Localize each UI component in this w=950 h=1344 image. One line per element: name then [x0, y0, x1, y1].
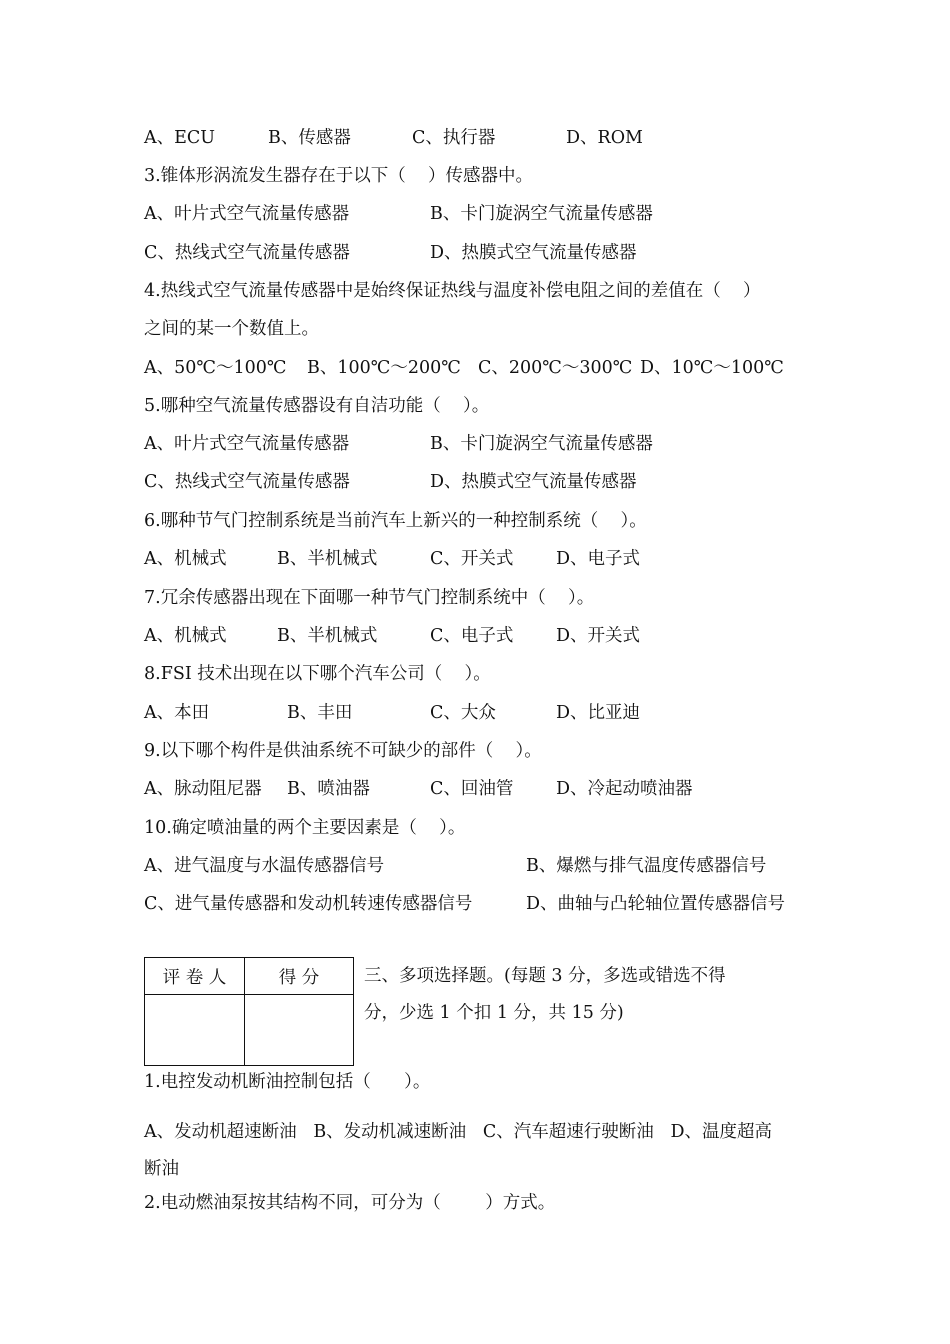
section3-title-continued: 分，少选 1 个扣 1 分，共 15 分) — [364, 1003, 624, 1023]
q2-option-c: C、执行器 — [412, 128, 496, 148]
q9-option-a: A、脉动阻尼器 — [144, 779, 262, 799]
q4-option-c: C、200℃～300℃ — [478, 358, 633, 378]
q2-option-d: D、ROM — [566, 128, 643, 148]
q6-option-d: D、电子式 — [556, 549, 641, 569]
q8-option-d: D、比亚迪 — [556, 703, 641, 723]
q6-stem: 6.哪种节气门控制系统是当前汽车上新兴的一种控制系统（ ）。 — [144, 511, 647, 531]
q9-stem: 9.以下哪个构件是供油系统不可缺少的部件（ ）。 — [144, 741, 542, 761]
q10-option-c: C、进气量传感器和发动机转速传感器信号 — [144, 894, 473, 914]
q4-stem: 4.热线式空气流量传感器中是始终保证热线与温度补偿电阻之间的差值在（ ） — [144, 281, 761, 301]
q4-option-a: A、50℃～100℃ — [144, 358, 287, 378]
q3-option-b: B、卡门旋涡空气流量传感器 — [430, 204, 653, 224]
m2-stem: 2.电动燃油泵按其结构不同，可分为（ ）方式。 — [144, 1193, 556, 1213]
grader-cell — [145, 995, 245, 1066]
q10-stem: 10.确定喷油量的两个主要因素是（ ）。 — [144, 818, 466, 838]
section3-title: 三、多项选择题。(每题 3 分，多选或错选不得 — [364, 966, 726, 986]
q7-option-c: C、电子式 — [430, 626, 514, 646]
q3-option-a: A、叶片式空气流量传感器 — [144, 204, 350, 224]
q9-option-c: C、回油管 — [430, 779, 514, 799]
q5-stem: 5.哪种空气流量传感器设有自洁功能（ ）。 — [144, 396, 490, 416]
m1-stem: 1.电控发动机断油控制包括（ ）。 — [144, 1072, 431, 1092]
q6-option-b: B、半机械式 — [277, 549, 378, 569]
q3-option-d: D、热膜式空气流量传感器 — [430, 243, 637, 263]
q5-option-a: A、叶片式空气流量传感器 — [144, 434, 350, 454]
q8-option-a: A、本田 — [144, 703, 210, 723]
q4-option-b: B、100℃～200℃ — [307, 358, 461, 378]
grader-table — [144, 957, 354, 1066]
q6-option-a: A、机械式 — [144, 549, 227, 569]
q7-option-b: B、半机械式 — [277, 626, 378, 646]
q3-stem: 3.锥体形涡流发生器存在于以下（ ）传感器中。 — [144, 166, 533, 186]
q7-option-d: D、开关式 — [556, 626, 641, 646]
q6-option-c: C、开关式 — [430, 549, 514, 569]
score-cell — [245, 995, 354, 1066]
q10-option-a: A、进气温度与水温传感器信号 — [144, 856, 385, 876]
q9-option-d: D、冷起动喷油器 — [556, 779, 693, 799]
q4-option-d: D、10℃～100℃ — [640, 358, 784, 378]
q8-option-b: B、丰田 — [287, 703, 353, 723]
q9-option-b: B、喷油器 — [287, 779, 370, 799]
q5-option-d: D、热膜式空气流量传感器 — [430, 472, 637, 492]
q10-option-d: D、曲轴与凸轮轴位置传感器信号 — [526, 894, 786, 914]
m1-options-continued: 断油 — [144, 1159, 179, 1179]
q4-stem-continued: 之间的某一个数值上。 — [144, 319, 319, 339]
q3-option-c: C、热线式空气流量传感器 — [144, 243, 350, 263]
q5-option-c: C、热线式空气流量传感器 — [144, 472, 350, 492]
q10-option-b: B、爆燃与排气温度传感器信号 — [526, 856, 767, 876]
q8-option-c: C、大众 — [430, 703, 496, 723]
grader-header: 评 卷 人 — [145, 958, 245, 995]
q2-option-a: A、ECU — [144, 128, 216, 148]
q8-stem: 8.FSI 技术出现在以下哪个汽车公司（ ）。 — [144, 664, 491, 684]
m1-options: A、发动机超速断油 B、发动机减速断油 C、汽车超速行驶断油 D、温度超高 — [144, 1122, 772, 1142]
score-header: 得 分 — [245, 958, 354, 995]
q7-stem: 7.冗余传感器出现在下面哪一种节气门控制系统中（ ）。 — [144, 588, 595, 608]
q5-option-b: B、卡门旋涡空气流量传感器 — [430, 434, 653, 454]
q2-option-b: B、传感器 — [268, 128, 351, 148]
q7-option-a: A、机械式 — [144, 626, 227, 646]
